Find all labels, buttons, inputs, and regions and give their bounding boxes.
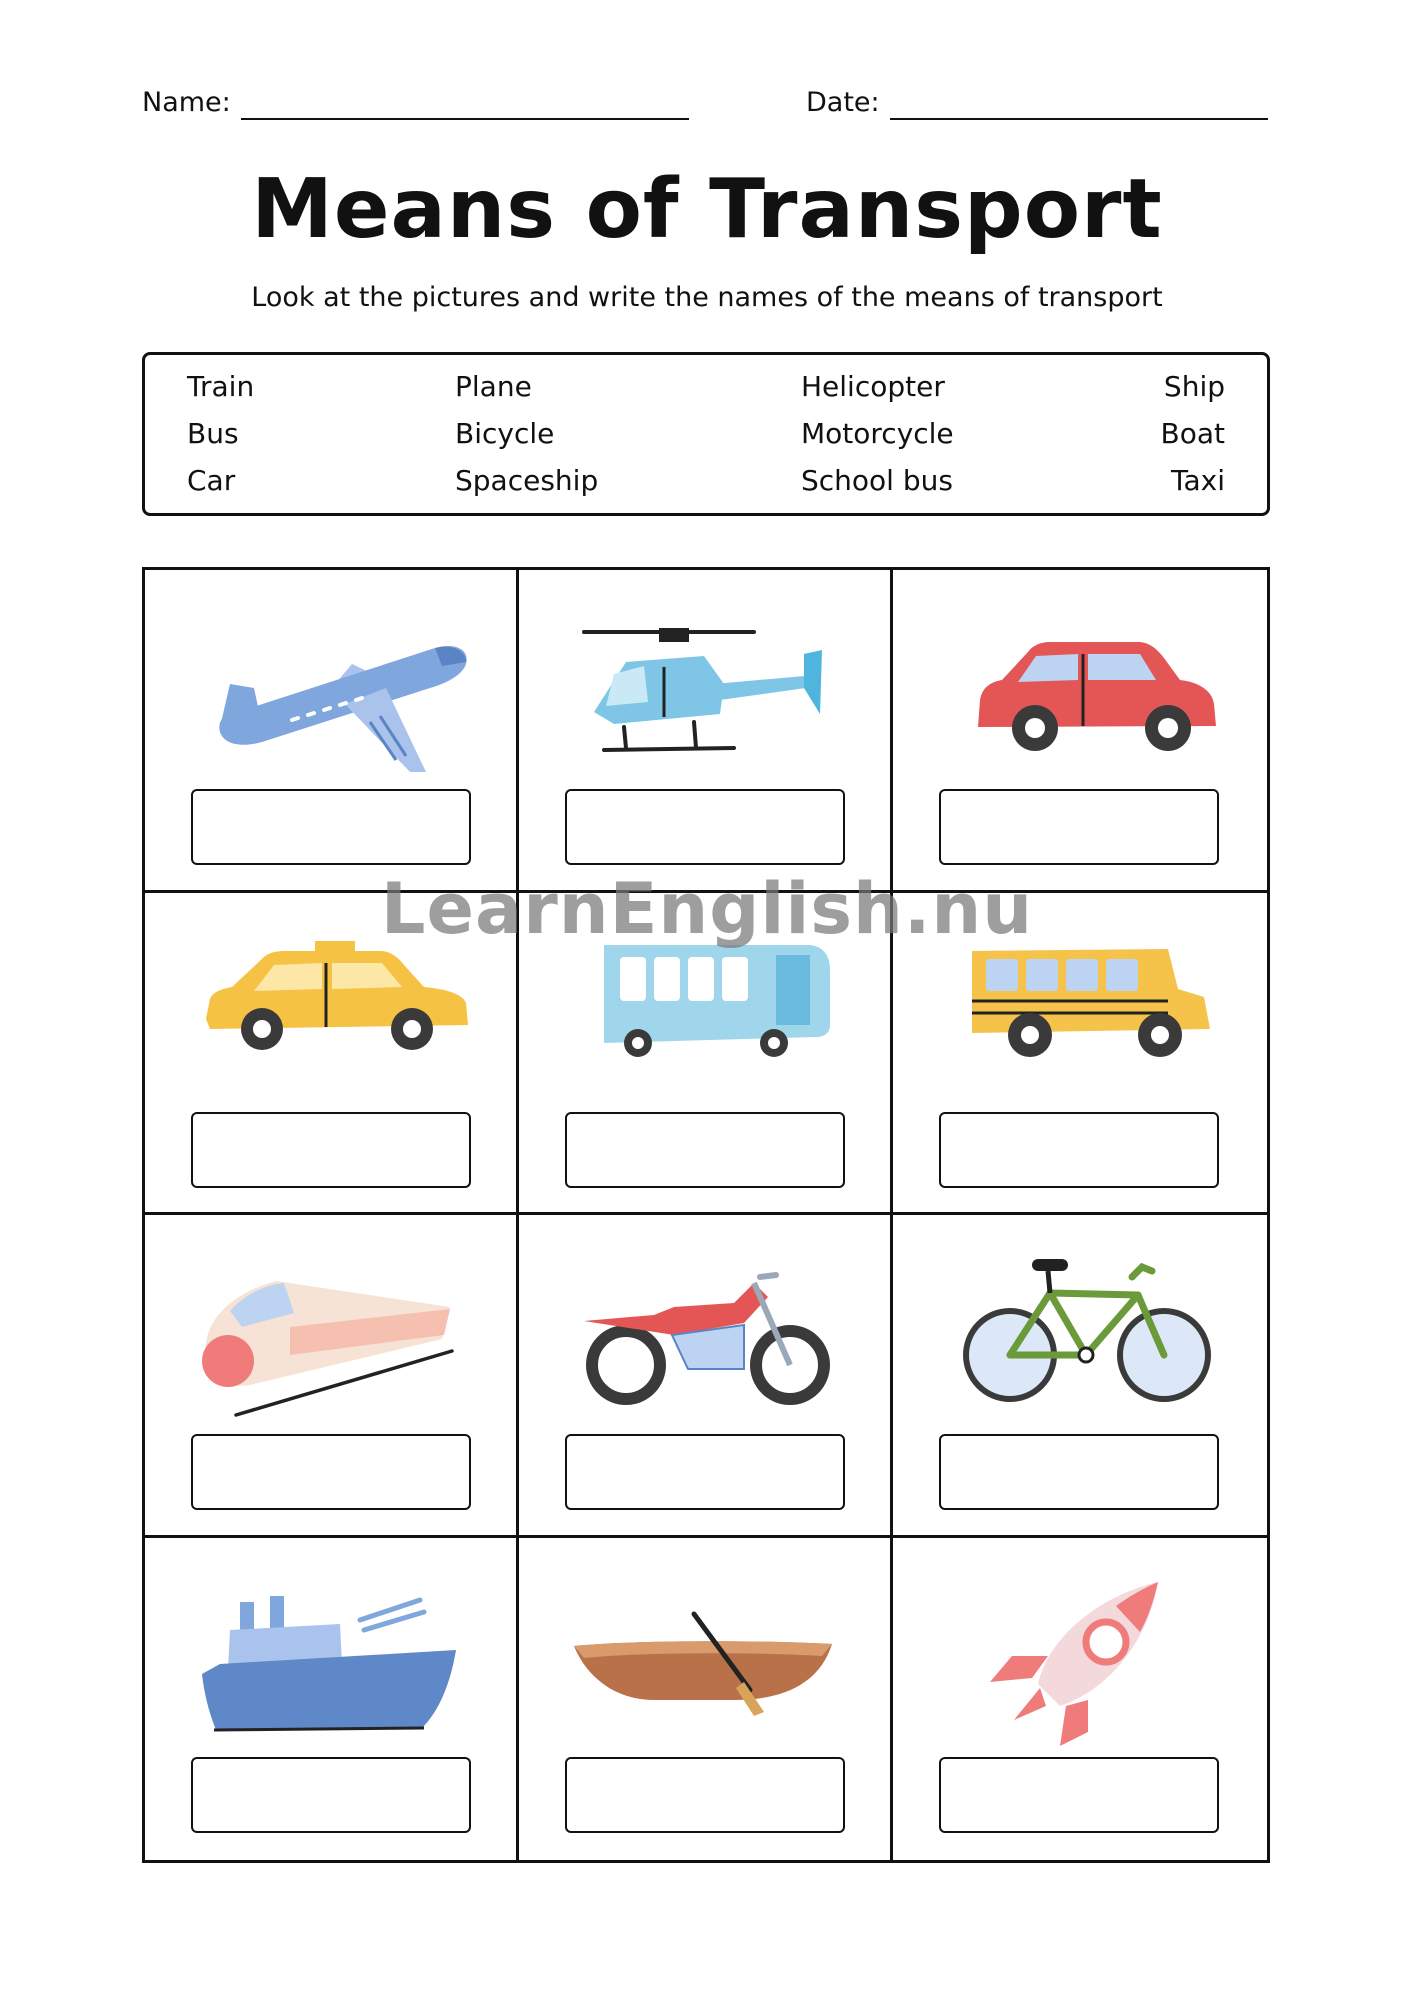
grid-cell bbox=[519, 1538, 893, 1861]
word-bank bbox=[142, 352, 1270, 516]
answer-box[interactable] bbox=[565, 1112, 845, 1188]
grid-cell bbox=[145, 1215, 519, 1538]
grid-cell bbox=[145, 893, 519, 1216]
date-label: Date: bbox=[806, 87, 880, 118]
answer-box[interactable] bbox=[565, 1757, 845, 1833]
answer-box[interactable] bbox=[191, 1434, 471, 1510]
word-bank-item: Bus bbox=[187, 417, 239, 450]
grid-cell bbox=[893, 570, 1267, 893]
page-title: Means of Transport bbox=[251, 162, 1163, 257]
grid-cell bbox=[893, 893, 1267, 1216]
grid-cell bbox=[145, 570, 519, 893]
word-bank-item: Bicycle bbox=[455, 417, 555, 450]
word-bank-item: Train bbox=[187, 370, 255, 403]
word-bank-item: Taxi bbox=[1171, 464, 1225, 497]
taxi-icon bbox=[180, 915, 480, 1105]
watermark: LearnEnglish.nu bbox=[380, 868, 1034, 950]
date-field[interactable] bbox=[806, 86, 1268, 120]
grid-cell bbox=[893, 1538, 1267, 1861]
answer-box[interactable] bbox=[565, 789, 845, 865]
school-bus-icon bbox=[928, 915, 1228, 1105]
answer-box[interactable] bbox=[939, 1112, 1219, 1188]
car-icon bbox=[928, 592, 1228, 782]
answer-box[interactable] bbox=[939, 789, 1219, 865]
helicopter-icon bbox=[554, 592, 854, 782]
word-bank-item: Ship bbox=[1163, 370, 1225, 403]
answer-box[interactable] bbox=[939, 1434, 1219, 1510]
grid-cell bbox=[145, 1538, 519, 1861]
name-label: Name: bbox=[142, 87, 231, 118]
answer-box[interactable] bbox=[191, 789, 471, 865]
bicycle-icon bbox=[928, 1237, 1228, 1427]
spaceship-icon bbox=[928, 1560, 1228, 1750]
word-bank-item: Boat bbox=[1160, 417, 1225, 450]
grid-cell bbox=[893, 1215, 1267, 1538]
instructions: Look at the pictures and write the names of the means of transport bbox=[251, 282, 1163, 313]
answer-box[interactable] bbox=[939, 1757, 1219, 1833]
word-bank-item: Spaceship bbox=[455, 464, 599, 497]
plane-icon bbox=[180, 592, 480, 782]
answer-box[interactable] bbox=[191, 1757, 471, 1833]
bus-icon bbox=[554, 915, 854, 1105]
word-bank-item: Motorcycle bbox=[801, 417, 954, 450]
motorcycle-icon bbox=[554, 1237, 854, 1427]
header bbox=[142, 86, 1272, 126]
train-icon bbox=[180, 1237, 480, 1427]
answer-box[interactable] bbox=[191, 1112, 471, 1188]
grid-cell bbox=[519, 1215, 893, 1538]
ship-icon bbox=[180, 1560, 480, 1750]
word-bank-item: Car bbox=[187, 464, 236, 497]
name-field[interactable] bbox=[142, 86, 689, 120]
picture-grid bbox=[142, 567, 1270, 1863]
word-bank-item: Plane bbox=[455, 370, 532, 403]
date-line[interactable] bbox=[890, 90, 1268, 120]
grid-cell bbox=[519, 893, 893, 1216]
word-bank-item: School bus bbox=[801, 464, 953, 497]
word-bank-item: Helicopter bbox=[801, 370, 945, 403]
grid-cell bbox=[519, 570, 893, 893]
name-line[interactable] bbox=[241, 90, 689, 120]
boat-icon bbox=[554, 1560, 854, 1750]
answer-box[interactable] bbox=[565, 1434, 845, 1510]
